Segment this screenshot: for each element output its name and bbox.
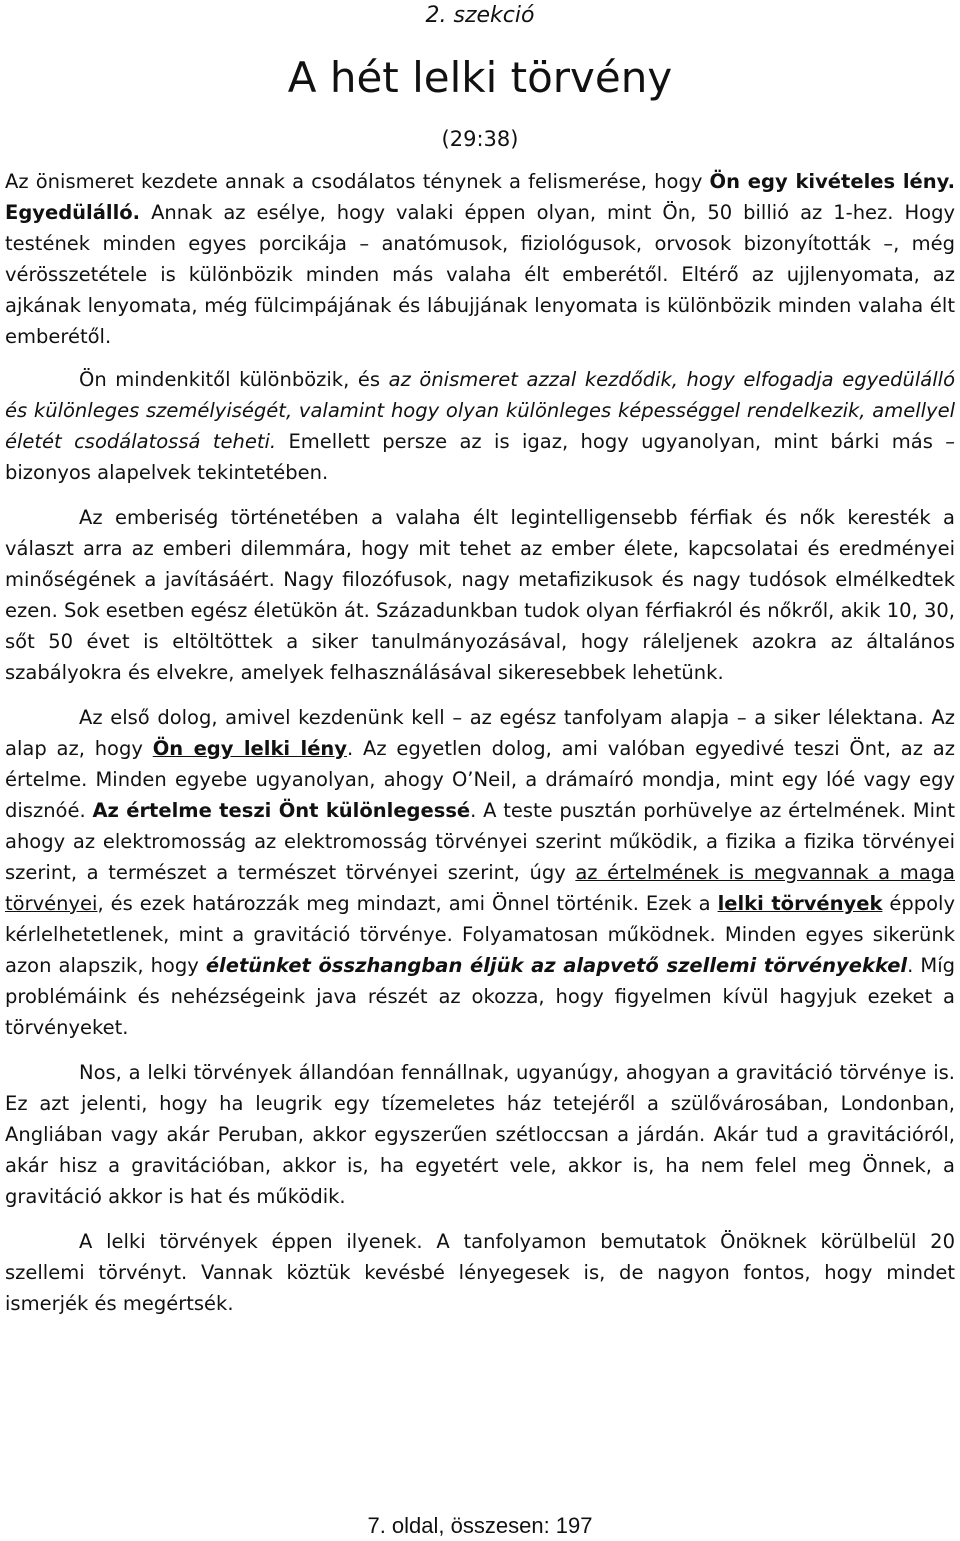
text-run: A lelki törvények éppen ilyenek. A tanfolyamon bemutatok Önöknek körülbelül 20 szellemi törvényt. Vannak köztük kevésbé lényegesek is, de nagyon fontos, hogy mindet ismerjék és megértsék. bbox=[5, 1230, 955, 1315]
text-run: Annak az esélye, hogy valaki éppen olyan, mint Ön, 50 billió az 1-hez. Hogy testének minden egyes porcikája – anatómusok, fiziológusok, orvosok bizonyították –, még vérösszetétele is különbözik minden más valaha élt emberétől. Eltérő az ujjlenyomata, az ajkának lenyomata, még fülcimpájának és lábujjának lenyomata is különbözik minden valaha élt emberétől. bbox=[5, 201, 955, 348]
text-run: Az önismeret kezdete annak a csodálatos ténynek a felismerése, hogy bbox=[5, 170, 710, 193]
text-run: . A teste pusztán porhüvelye az értelmének. Mint ahogy az elektromosság az elektromosság törvényei szerint működik, a fizika a fizika törvényei szerint, a természet a természet törvényei szerint, úgy bbox=[5, 799, 956, 884]
paragraph-1 bbox=[5, 166, 955, 352]
paragraph-5 bbox=[5, 1057, 955, 1212]
text-run: , és ezek határozzák meg mindazt, ami Önnel történik. Ezek a bbox=[97, 892, 718, 915]
bold-text: Az értelme teszi Önt különlegessé bbox=[92, 799, 471, 822]
page-title: A hét lelki törvény bbox=[287, 53, 673, 102]
text-run: Az emberiség történetében a valaha élt legintelligensebb férfiak és nők keresték a választ arra az emberi dilemmára, hogy mit tehet az ember élete, kapcsolatai és eredményei minőségének a javításáért. Nagy filozófusok, nagy metafizikusok és nagy tudósok elmélkedtek ezen. Sok esetben egész életükön át. Századunkban tudok olyan férfiakról és nőkről, akik 10, 30, sőt 50 évet is eltöltöttek a siker tanulmányozásával, hogy ráleljenek azokra az általános szabályokra és elvekre, amelyek felhasználásával sikeresebbek lehetünk. bbox=[5, 506, 955, 684]
text-run: Nos, a lelki törvények állandóan fennállnak, ugyanúgy, ahogyan a gravitáció törvénye is. Ez azt jelenti, hogy ha leugrik egy tízemeletes ház tetejéről a szülővárosában, Londonban, Angliában vagy akár Peruban, akkor egyszerűen szétloccsan a járdán. Akár tud a gravitációról, akár hisz a gravitációban, akkor is, ha egyetért vele, akkor is, ha nem felel meg Önnek, a gravitáció akkor is hat és működik. bbox=[5, 1061, 955, 1208]
timecode: (29:38) bbox=[441, 127, 519, 151]
section-label: 2. szekció bbox=[425, 3, 535, 28]
underlined-text: az értelmének is megvannak a maga törvényei bbox=[5, 861, 955, 915]
paragraph-6 bbox=[5, 1226, 955, 1319]
text-run: . Míg problémáink és nehézségeink java részét az okozza, hogy figyelmen kívül hagyjuk ezeket a törvényeket. bbox=[5, 954, 955, 1039]
bold-text: Ön egy kivételes lény. Egyedülálló. bbox=[5, 170, 955, 224]
body-text bbox=[5, 166, 955, 1333]
paragraph-2 bbox=[5, 364, 955, 488]
bold-italic-text: életünket összhangban éljük az alapvető szellemi törvényekkel bbox=[205, 954, 908, 977]
italic-text: az önismeret azzal kezdődik, hogy elfogadja egyedülálló és különleges személyiségét, valamint hogy olyan különleges képességgel rendelkezik, amellyel életét csodálatossá teheti. bbox=[5, 368, 955, 453]
text-run: . Az egyetlen dolog, ami valóban egyedivé teszi Önt, az az értelme. Minden egyebe ugyanolyan, ahogy O’Neil, a drámaíró mondja, mint egy lóé vagy egy disznóé. bbox=[5, 737, 955, 822]
page-footer: 7. oldal, összesen: 197 bbox=[367, 1513, 593, 1538]
text-run: Ön mindenkitől különbözik, és bbox=[79, 368, 389, 391]
text-run: Emellett persze az is igaz, hogy ugyanolyan, mint bárki más – bizonyos alapelvek tekintetében. bbox=[5, 430, 955, 484]
paragraph-3 bbox=[5, 502, 955, 688]
bold-underlined-text: Ön egy lelki lény bbox=[152, 737, 348, 760]
paragraph-4 bbox=[5, 702, 955, 1043]
text-run: Az első dolog, amivel kezdenünk kell – az egész tanfolyam alapja – a siker lélektana. Az alap az, hogy bbox=[5, 706, 955, 760]
text-run: éppoly kérlelhetetlenek, mint a gravitáció törvénye. Folyamatosan működnek. Minden egyes sikerünk azon alapszik, hogy bbox=[5, 892, 956, 977]
bold-underlined-text: lelki törvények bbox=[717, 892, 883, 915]
